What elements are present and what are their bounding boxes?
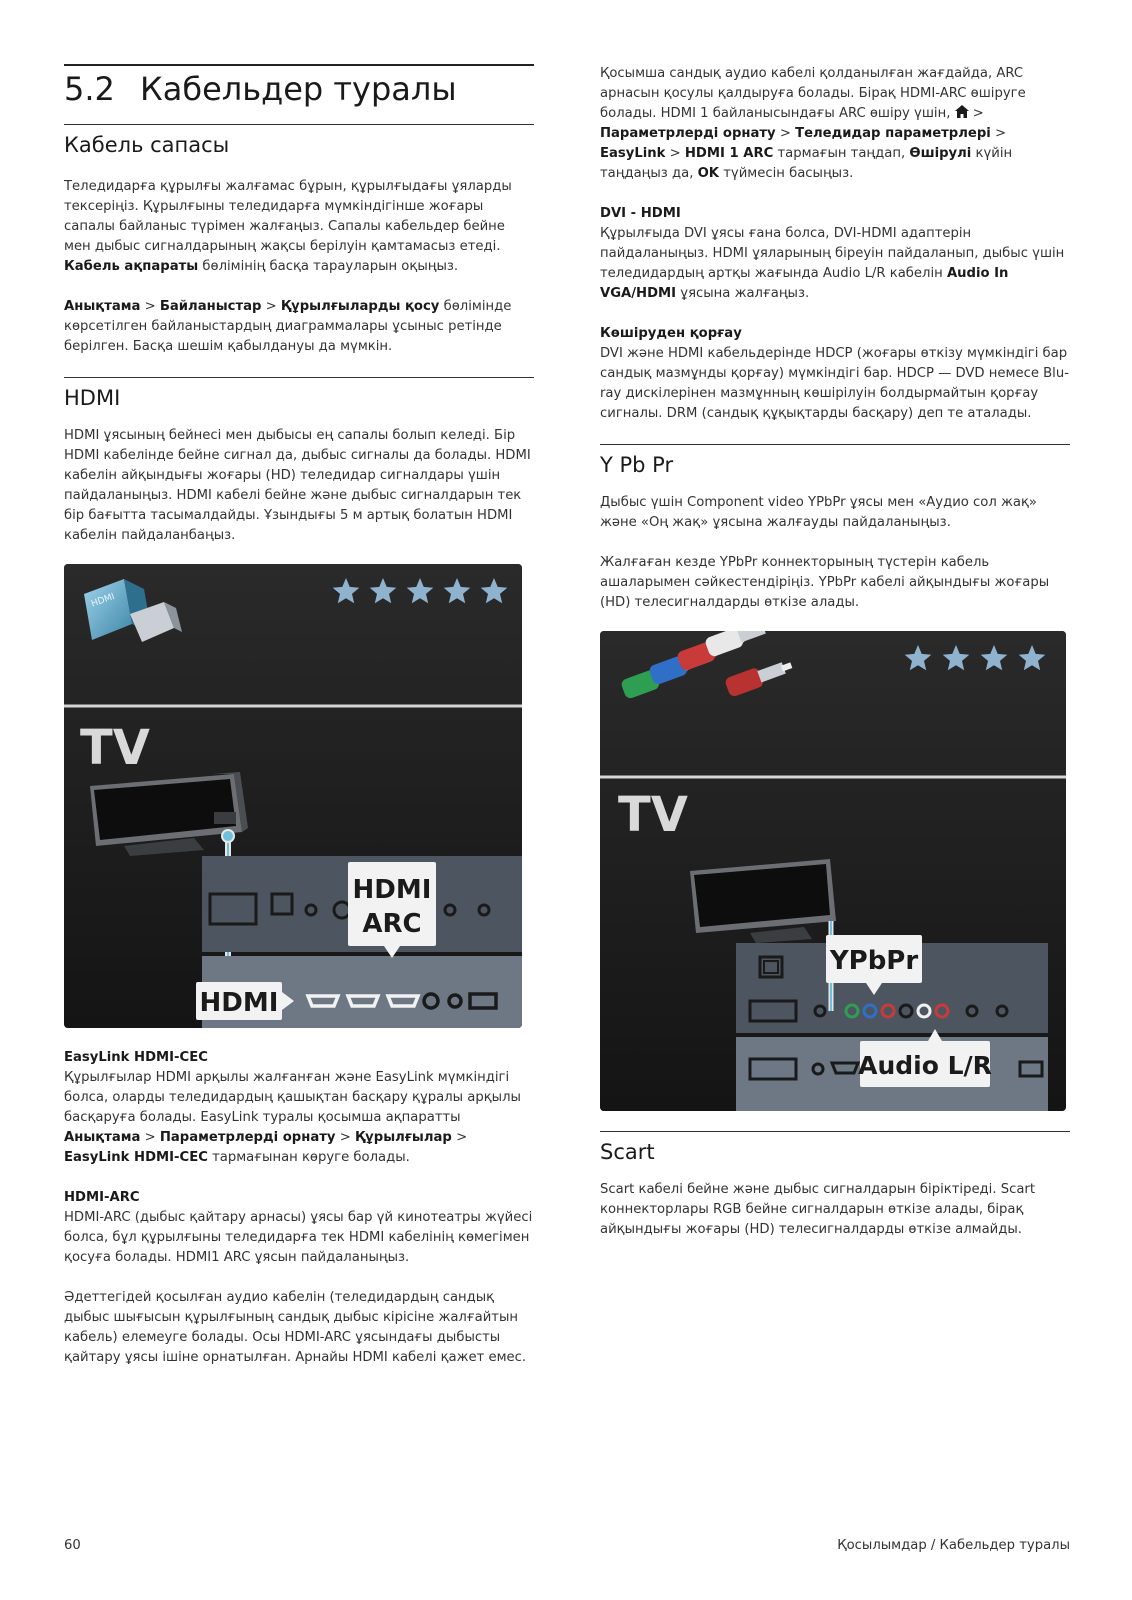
arc-disable-paragraph: Қосымша сандық аудио кабелі қолданылған жағдайда, ARC арнасын қосулы қалдыруға болады. Бірақ HDMI-ARC өшіруге болады. HDMI 1 байланысындағы ARC өшіру үшін, > Параметрлерді орнату > Теледидар параметрлері > EasyLink > HDMI 1 ARC тармағын таңдап, Өшірулі күйін таңдаңыз да, OK түймесін басыңыз.	[600, 66, 1026, 181]
section-title: Кабельдер туралы	[140, 70, 457, 108]
hdmi-connection-figure	[64, 564, 522, 1028]
connect-devices-link[interactable]: Құрылғыларды қосу	[280, 299, 440, 314]
dvi-hdmi-paragraph: Құрылғыда DVI ұясы ғана болса, DVI-HDMI адаптерін пайдаланыңыз. HDMI ұяларының біреуін пайдаланып, дыбыс үшін теледидардың артқы жағында Audio L/R кабелін Audio In VGA/HDMI ұясына жалғаңыз.	[600, 226, 1065, 301]
left-column	[64, 64, 534, 1368]
copy-protection-heading: Көшіруден қорғау	[600, 326, 742, 341]
home-icon	[955, 105, 969, 118]
ypbpr-connection-figure	[600, 631, 1066, 1111]
hdmi-arc-heading: HDMI-ARC	[64, 1190, 140, 1205]
right-column	[600, 64, 1070, 1240]
tv-label: TV	[80, 720, 150, 776]
cable-quality-paragraph-1: Теледидарға құрылғы жалғамас бұрын, құрылғыдағы ұяларды тексеріңіз. Құрылғыны теледидарға мүмкіндігінше жоғары сапалы байланыс түрімен жалғаңыз. Сапалы кабельдер бейне мен дыбыс сигналдарының жақсы берілуін қамтамасыз етеді. Кабель ақпараты бөлімінің басқа тарауларын оқыңыз.	[64, 179, 512, 274]
connections-link[interactable]: Байланыстар	[159, 299, 262, 314]
hdmi1-arc-link[interactable]: HDMI 1 ARC	[684, 146, 774, 161]
cable-quality-heading: Кабель сапасы	[64, 133, 230, 157]
hdmi-arc-paragraph-2: Әдеттегідей қосылған аудио кабелін (теледидардың сандық дыбыс шығысын құрылғының сандық дыбыс кірісіне жалғайтын кабель) елемеуге болады. Осы HDMI-ARC ұясындағы дыбысты қайтару ұясы ішіне орнатылған. Арнайы HDMI кабелі қажет емес.	[64, 1290, 527, 1365]
easylink-help-link[interactable]: Анықтама	[64, 1130, 141, 1145]
page-number: 60	[64, 1538, 81, 1553]
cable-info-link[interactable]: Кабель ақпараты	[64, 259, 199, 274]
section-number: 5.2	[64, 70, 115, 108]
tv-settings-link[interactable]: Теледидар параметрлері	[795, 126, 991, 141]
arc-label-line2: ARC	[362, 909, 422, 939]
dvi-hdmi-heading: DVI - HDMI	[600, 206, 681, 221]
ypbpr-paragraph-2: Жалғаған кезде YPbPr коннекторының түстерін кабель ашаларымен сәйкестендіріңіз. YPbPr кабелі айқындығы жоғары (HD) телесигналдарды өткізе алады.	[600, 555, 1050, 610]
hdmi-port-label	[196, 982, 294, 1020]
copy-protection-paragraph: DVI және HDMI кабельдерінде HDCP (жоғары өткізу мүмкіндігі бар сандық мазмұнды қорғау) мүмкіндігі бар. HDCP — DVD немесе Blu-ray дискілерінен мазмұнның көшірілуін болдырмайтын қорғау сигналы. DRM (сандық құқықтарды басқару) деп те аталады.	[600, 346, 1069, 421]
easylink-link[interactable]: EasyLink	[600, 146, 666, 161]
easylink-setup-link[interactable]: Параметрлерді орнату	[159, 1130, 336, 1145]
svg-text:Audio L/R: Audio L/R	[858, 1051, 992, 1080]
scart-heading: Scart	[600, 1140, 655, 1164]
arc-label-line1: HDMI	[352, 875, 432, 905]
easylink-paragraph: Құрылғылар HDMI арқылы жалғанған және EasyLink мүмкіндігі болса, оларды теледидардың қашықтан басқару құралы арқылы басқаруға болады. EasyLink туралы қосымша ақпаратты Анықтама > Параметрлерді орнату > Құрылғылар > EasyLink HDMI-CEC тармағынан көруге болады.	[64, 1070, 521, 1165]
hdmi-paragraph: HDMI ұясының бейнесі мен дыбысы ең сапалы болып келеді. Бір HDMI кабелінде бейне сигнал да, дыбыс сигналы да болады. HDMI кабелін айқындығы жоғары (HD) теледидар сигналдары үшін пайдаланыңыз. HDMI кабелі бейне және дыбыс сигналдарын тек бір бағытта тасымалдайды. Ұзындығы 5 м артық болатын HDMI кабелін пайдаланбаңыз.	[64, 428, 531, 543]
hdmi-arc-paragraph-1: HDMI-ARC (дыбыс қайтару арнасы) ұясы бар үй кинотеатры жүйесі болса, бұл құрылғыны теледидарға тек HDMI кабелінің көмегімен қосуға болады. HDMI1 ARC ұясын пайдаланыңыз.	[64, 1210, 533, 1265]
scart-paragraph: Scart кабелі бейне және дыбыс сигналдарын біріктіреді. Scart коннекторлары RGB бейне сигналдарын өткізе алады, бірақ айқындығы жоғары (HD) телесигналдарды өткізе алмайды.	[600, 1182, 1036, 1237]
svg-text:HDMI: HDMI	[90, 591, 117, 610]
ok-button-ref[interactable]: OK	[697, 166, 720, 181]
svg-text:YPbPr: YPbPr	[829, 946, 919, 976]
cable-quality-paragraph-2: Анықтама > Байланыстар > Құрылғыларды қосу бөлімінде көрсетілген байланыстардың диаграммалары ұсыныс ретінде берілген. Басқа шешім қабылдануы да мүмкін.	[64, 299, 512, 354]
hdmi-heading: HDMI	[64, 386, 121, 410]
easylink-cec-link[interactable]: EasyLink HDMI-CEC	[64, 1150, 208, 1165]
ypbpr-heading: Y Pb Pr	[600, 453, 674, 477]
hdmi-arc-label	[348, 862, 436, 958]
help-link[interactable]: Анықтама	[64, 299, 141, 314]
page-title	[64, 66, 534, 110]
setup-link[interactable]: Параметрлерді орнату	[600, 126, 776, 141]
tv-label: TV	[618, 787, 688, 843]
svg-text:HDMI: HDMI	[199, 988, 279, 1018]
ypbpr-paragraph-1: Дыбыс үшін Component video YPbPr ұясы мен «Аудио сол жақ» және «Оң жақ» ұясына жалғауды пайдаланыңыз.	[600, 495, 1037, 530]
off-option[interactable]: Өшірулі	[909, 146, 972, 161]
audio-in-link[interactable]: Audio In VGA/HDMI	[600, 266, 1009, 301]
footer-breadcrumb: Қосылымдар / Кабельдер туралы	[837, 1538, 1070, 1553]
easylink-devices-link[interactable]: Құрылғылар	[354, 1130, 452, 1145]
easylink-heading: EasyLink HDMI-CEC	[64, 1050, 208, 1065]
